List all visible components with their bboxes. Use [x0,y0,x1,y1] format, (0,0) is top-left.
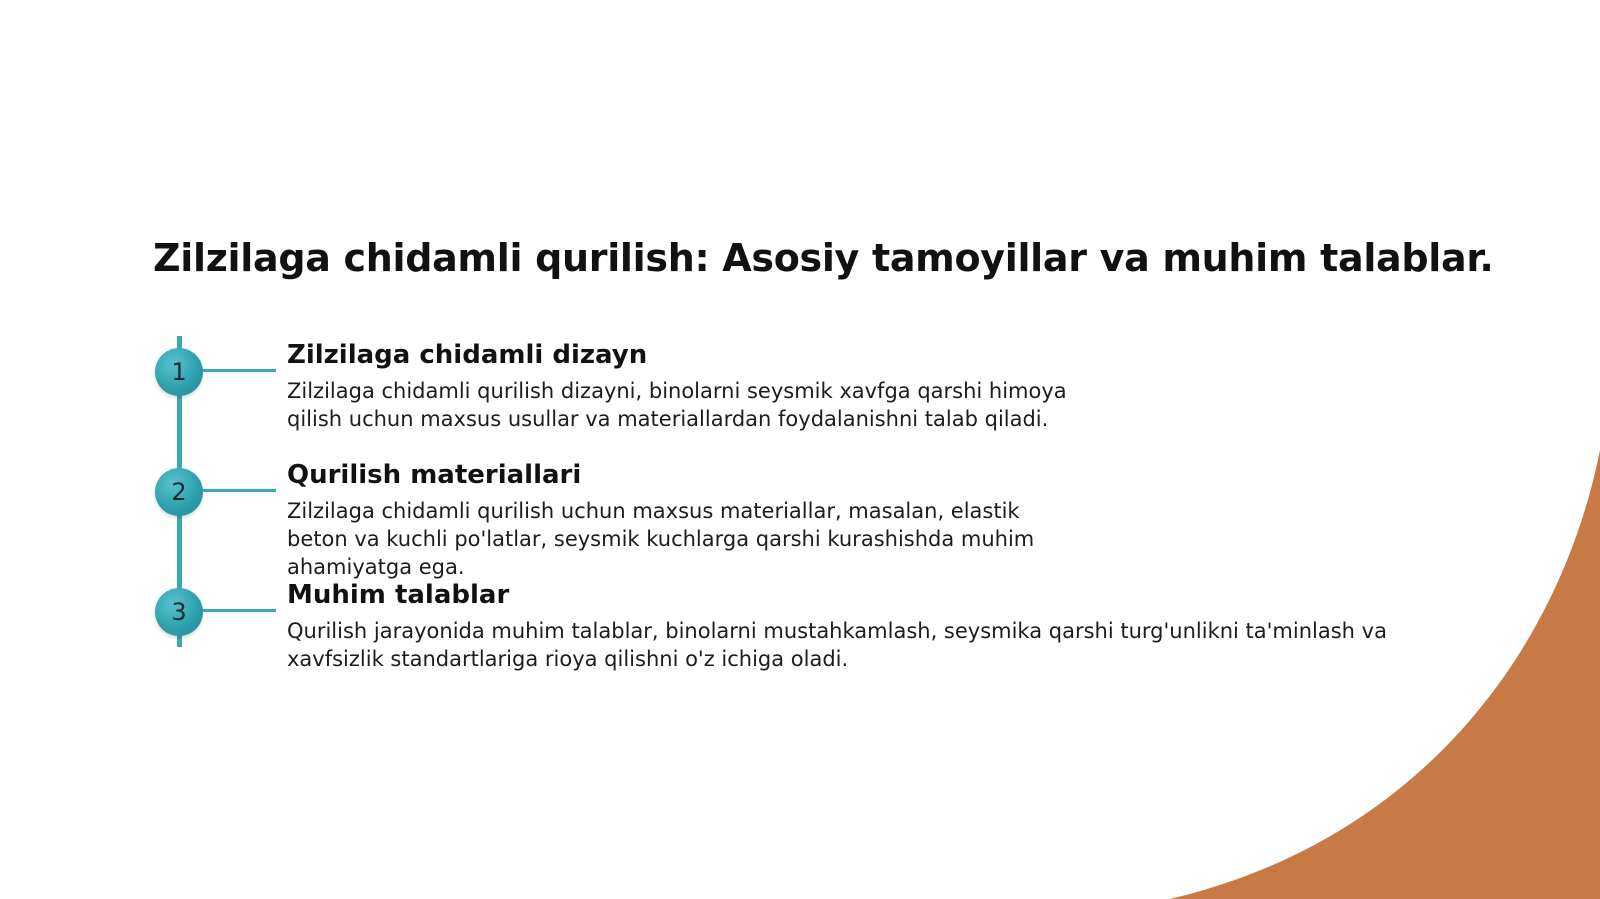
timeline-connector-2 [203,489,276,492]
slide-title: Zilzilaga chidamli qurilish: Asosiy tamoyillar va muhim talablar. [153,236,1494,280]
timeline-node-1 [155,348,203,396]
item-title-3: Muhim talablar [287,580,510,610]
item-text-1: Zilzilaga chidamli qurilish dizayni, binolarni seysmik xavfga qarshi himoya qilish uchun maxsus usullar va materiallardan foydalanishni talab qiladi. [287,379,1067,431]
decorative-curve [1170,450,1600,899]
timeline-node-number: 3 [171,598,187,626]
item-title-2: Qurilish materiallari [287,460,582,490]
item-text-2: Zilzilaga chidamli qurilish uchun maxsus materiallar, masalan, elastik beton va kuchli po'latlar, seysmik kuchlarga qarshi kurashishda muhim ahamiyatga ega. [287,499,1035,579]
timeline-connector-1 [203,369,276,372]
timeline-node-number: 1 [171,358,187,386]
item-title-1: Zilzilaga chidamli dizayn [287,340,648,370]
timeline-node-2 [155,468,203,516]
timeline-node-3 [155,588,203,636]
timeline-connector-3 [203,609,276,612]
item-text-3: Qurilish jarayonida muhim talablar, binolarni mustahkamlash, seysmika qarshi turg'unlikni ta'minlash va xavfsizlik standartlariga rioya qilishni o'z ichiga oladi. [287,619,1387,671]
timeline-node-number: 2 [171,478,187,506]
